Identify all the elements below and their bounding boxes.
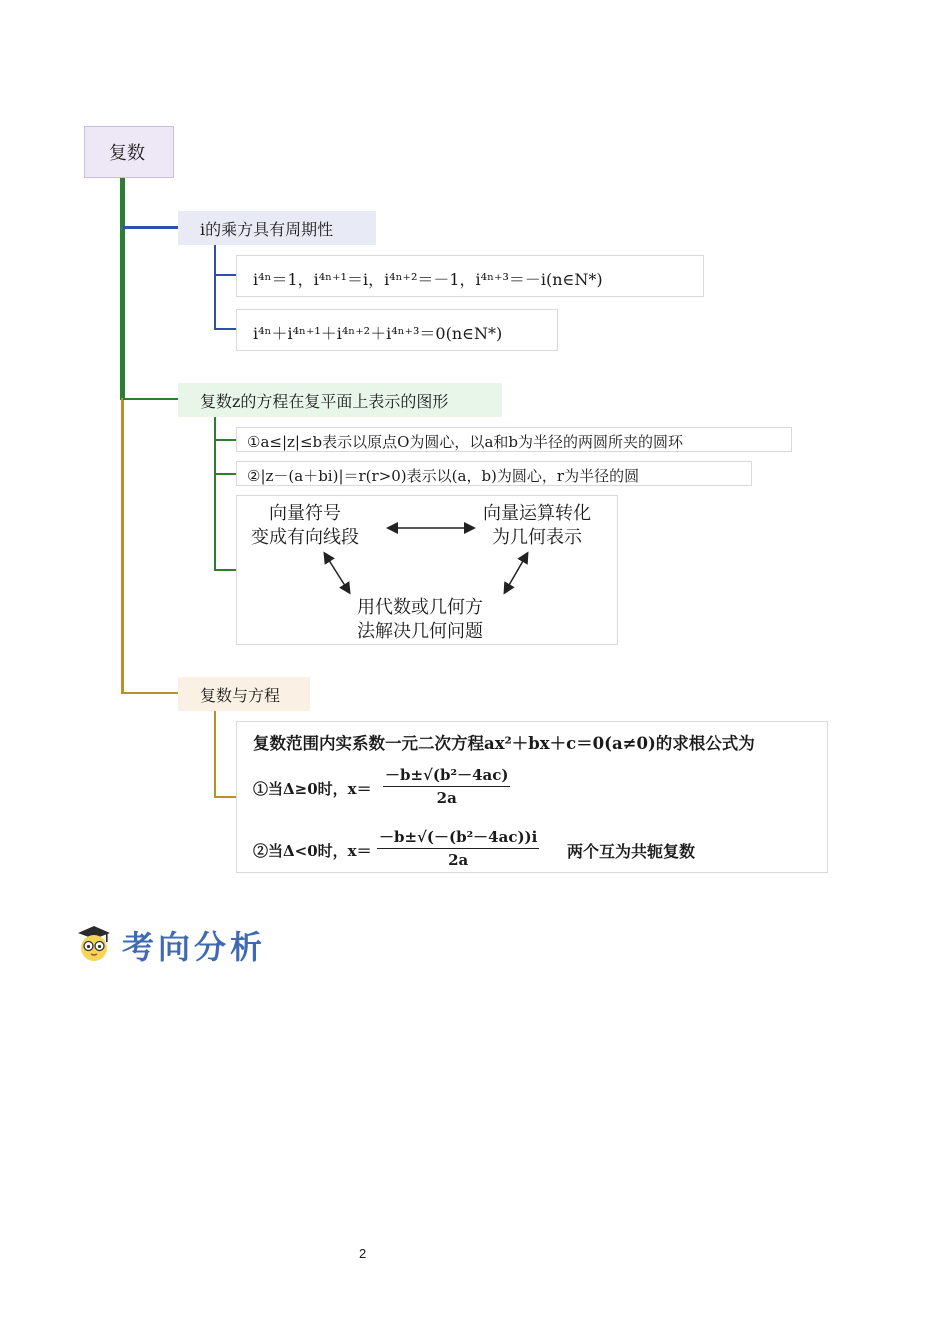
case2-denominator: 2a	[448, 851, 469, 869]
diagram-top-right-line1: 向量运算转化	[483, 503, 591, 524]
connector-branch2	[123, 398, 178, 400]
eq-sum: i⁴ⁿ＋i⁴ⁿ⁺¹＋i⁴ⁿ⁺²＋i⁴ⁿ⁺³＝0(n∈N*)	[253, 324, 503, 343]
vector-diagram	[236, 495, 618, 645]
branch-periodicity-label: i的乘方具有周期性	[200, 219, 334, 239]
case2-suffix: 两个互为共轭复数	[567, 842, 696, 861]
quadratic-formula-box	[236, 721, 828, 873]
branch-complex-plane-label: 复数z的方程在复平面上表示的图形	[200, 391, 449, 411]
branch-complex-plane[interactable]	[178, 383, 502, 417]
case1-prefix: ①当Δ≥0时，x＝	[253, 780, 372, 798]
root-label: 复数	[109, 143, 145, 164]
item-circle: ②|z－(a＋bi)|＝r(r>0)表示以(a，b)为圆心，r为半径的圆	[247, 467, 640, 485]
arrow-left-diagonal	[325, 554, 349, 592]
diagram-bottom-line2: 法解决几何问题	[357, 621, 483, 642]
trunk-green	[120, 178, 125, 400]
section-title	[122, 922, 266, 968]
case1-numerator: －b±√(b²－4ac)	[383, 764, 510, 787]
case2-prefix: ②当Δ<0时，x＝	[253, 842, 372, 860]
page-number: 2	[359, 1246, 367, 1261]
connector-branch1	[123, 226, 178, 229]
item-circle-box	[236, 461, 752, 486]
connector-b2-diagram	[214, 569, 236, 571]
diagram-top-left-line2: 变成有向线段	[251, 527, 359, 548]
branch-equations[interactable]	[178, 677, 310, 711]
eq-powers: i⁴ⁿ＝1，i⁴ⁿ⁺¹＝i，i⁴ⁿ⁺²＝－1，i⁴ⁿ⁺³＝－i(n∈N*)	[253, 270, 603, 289]
case1-denominator: 2a	[436, 789, 457, 807]
connector-b3-vertical	[214, 711, 216, 798]
case2-fraction	[377, 826, 539, 869]
connector-b1-eq1	[214, 274, 236, 276]
trunk-gold	[121, 398, 124, 694]
root-node[interactable]	[84, 126, 174, 178]
item-annulus: ①a≤|z|≤b表示以原点O为圆心，以a和b为半径的两圆所夹的圆环	[247, 433, 683, 451]
item-annulus-box	[236, 427, 792, 452]
formula-intro: 复数范围内实系数一元二次方程ax²＋bx＋c＝0(a≠0)的求根公式为	[253, 734, 755, 753]
connector-b1-eq2	[214, 328, 236, 330]
connector-b1-vertical	[214, 245, 216, 329]
section-title-text: 考向分析	[122, 928, 267, 966]
diagram-top-right-line2: 为几何表示	[492, 527, 582, 548]
connector-b2-item1	[214, 439, 236, 441]
arrow-right-diagonal	[505, 554, 527, 592]
case1-fraction	[383, 764, 510, 807]
scholar-owl-icon	[76, 924, 112, 962]
eq-sum-box	[236, 309, 558, 351]
diagram-top-left-line1: 向量符号	[269, 503, 341, 524]
connector-b2-item2	[214, 473, 236, 475]
connector-branch3	[121, 692, 178, 694]
eq-powers-box	[236, 255, 704, 297]
connector-b3-formula	[214, 796, 236, 798]
diagram-arrows	[237, 496, 619, 646]
branch-periodicity[interactable]	[178, 211, 376, 245]
case2-numerator: －b±√(－(b²－4ac))i	[377, 826, 539, 849]
branch-equations-label: 复数与方程	[200, 685, 281, 705]
diagram-bottom-line1: 用代数或几何方	[357, 597, 483, 618]
